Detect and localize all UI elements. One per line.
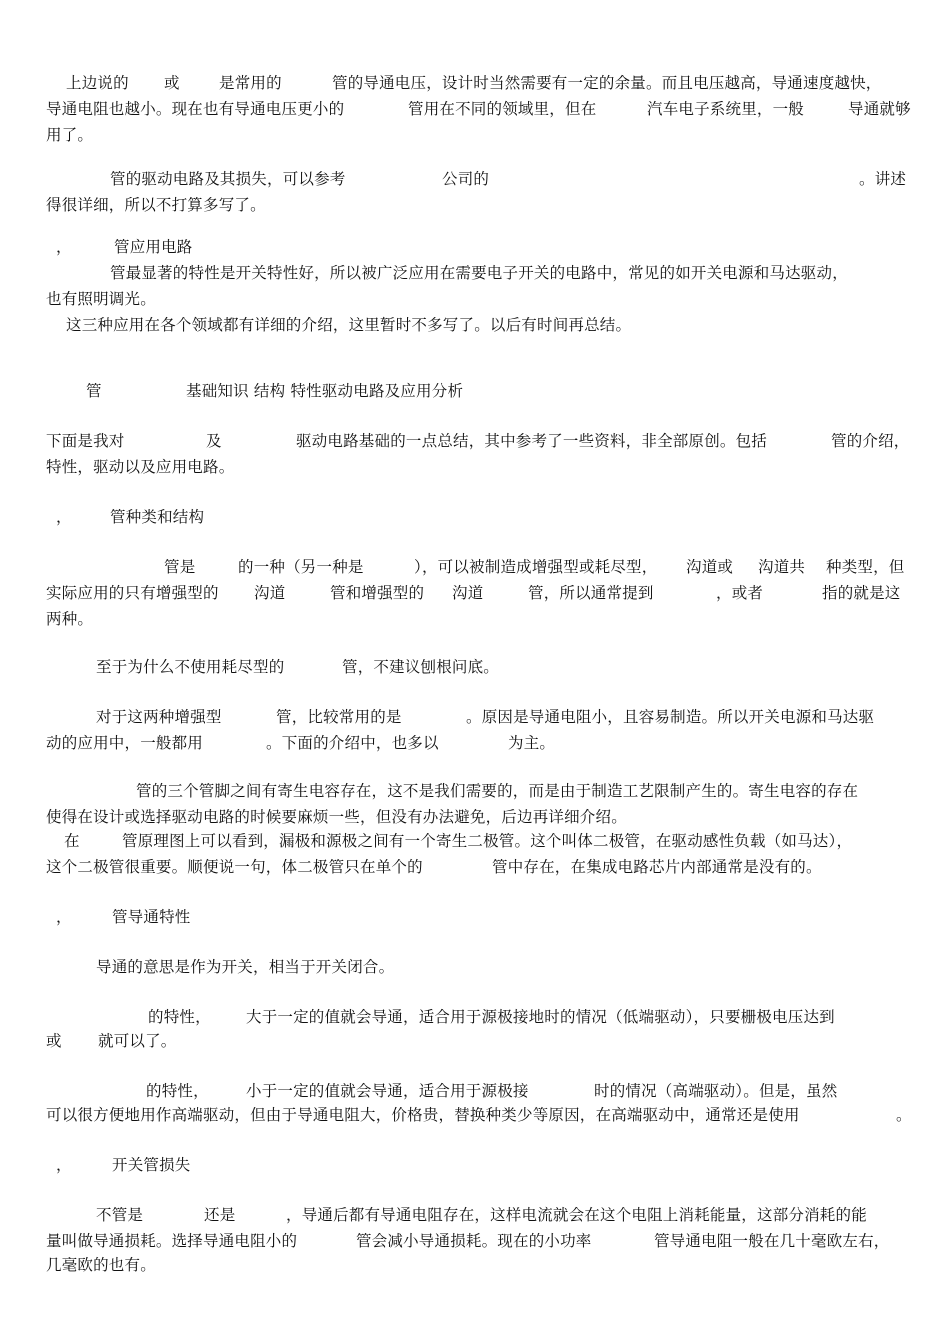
text-line bbox=[0, 236, 950, 258]
text-line bbox=[0, 1204, 950, 1226]
text-line bbox=[0, 582, 950, 604]
text-segment: 几毫欧的也有。 bbox=[46, 1256, 156, 1274]
text-line bbox=[0, 506, 950, 528]
text-segment: 管中存在，在集成电路芯片内部通常是没有的。 bbox=[492, 858, 822, 876]
text-segment: 管和增强型的 bbox=[330, 584, 425, 602]
text-line bbox=[0, 98, 950, 120]
text-line bbox=[0, 856, 950, 878]
text-segment: 。 bbox=[896, 1106, 912, 1124]
text-segment: 导通就够 bbox=[848, 100, 911, 118]
text-segment: 也有照明调光。 bbox=[46, 290, 156, 308]
text-segment: 上边说的 bbox=[66, 74, 129, 92]
text-line bbox=[0, 194, 950, 216]
text-segment: 动的应用中，一般都用 bbox=[46, 734, 204, 752]
text-segment: 这三种应用在各个领域都有详细的介绍，这里暂时不多写了。以后有时间再总结。 bbox=[66, 316, 632, 334]
text-segment: 。讲述 bbox=[859, 170, 907, 188]
text-line bbox=[0, 780, 950, 802]
text-line bbox=[0, 706, 950, 728]
text-segment: 使得在设计或选择驱动电路的时候要麻烦一些，但没有办法避免，后边再详细介绍。 bbox=[46, 808, 627, 826]
text-segment: 管导通特性 bbox=[112, 908, 191, 926]
text-segment: 还是 bbox=[204, 1206, 236, 1224]
text-segment: 或 bbox=[164, 74, 180, 92]
text-segment: 管，不建议刨根问底。 bbox=[342, 658, 500, 676]
text-segment: 量叫做导通损耗。选择导通电阻小的 bbox=[46, 1232, 298, 1250]
text-line bbox=[0, 1104, 950, 1126]
text-segment: 管应用电路 bbox=[114, 238, 193, 256]
text-segment: 这个二极管很重要。顺便说一句，体二极管只在单个的 bbox=[46, 858, 423, 876]
text-segment: 特性，驱动以及应用电路。 bbox=[46, 458, 235, 476]
text-segment: ， bbox=[56, 908, 72, 926]
text-segment: 汽车电子系统里，一般 bbox=[647, 100, 805, 118]
text-segment: ， bbox=[56, 1156, 72, 1174]
text-line bbox=[0, 608, 950, 630]
text-segment: ， bbox=[56, 238, 72, 256]
text-line bbox=[0, 380, 950, 402]
text-line bbox=[0, 124, 950, 146]
text-segment: 小于一定的值就会导通，适合用于源极接 bbox=[246, 1082, 529, 1100]
text-line bbox=[0, 1254, 950, 1276]
text-segment: 沟道 bbox=[254, 584, 286, 602]
text-segment: 导通电阻也越小。现在也有导通电压更小的 bbox=[46, 100, 345, 118]
text-line bbox=[0, 1154, 950, 1176]
text-line bbox=[0, 1006, 950, 1028]
text-segment: 实际应用的只有增强型的 bbox=[46, 584, 219, 602]
text-segment: 导通的意思是作为开关，相当于开关闭合。 bbox=[96, 958, 395, 976]
text-segment: 及 bbox=[206, 432, 222, 450]
text-segment: 大于一定的值就会导通，适合用于源极接地时的情况（低端驱动），只要栅极电压达到 bbox=[246, 1008, 835, 1026]
text-line bbox=[0, 732, 950, 754]
text-segment: 管的驱动电路及其损失，可以参考 bbox=[110, 170, 346, 188]
text-segment: 沟道或 bbox=[686, 558, 734, 576]
text-segment: 管原理图上可以看到，漏极和源极之间有一个寄生二极管。这个叫体二极管，在驱动感性负载（如马达）， bbox=[122, 832, 853, 850]
text-segment: 开关管损失 bbox=[112, 1156, 191, 1174]
text-segment: 管，比较常用的是 bbox=[276, 708, 402, 726]
text-segment: 或 bbox=[46, 1032, 62, 1050]
text-line bbox=[0, 1030, 950, 1052]
text-line bbox=[0, 556, 950, 578]
text-line bbox=[0, 314, 950, 336]
text-segment: 是常用的 bbox=[219, 74, 282, 92]
text-line bbox=[0, 830, 950, 852]
text-segment: 沟道共 bbox=[758, 558, 806, 576]
text-segment: 驱动电路基础的一点总结，其中参考了一些资料，非全部原创。包括 bbox=[296, 432, 768, 450]
text-segment: 管 bbox=[86, 382, 102, 400]
text-segment: 沟道 bbox=[452, 584, 484, 602]
text-line bbox=[0, 168, 950, 190]
text-line bbox=[0, 906, 950, 928]
text-segment: 种类型，但 bbox=[826, 558, 905, 576]
text-segment: 在 bbox=[64, 832, 80, 850]
text-segment: 就可以了。 bbox=[98, 1032, 177, 1050]
text-segment: ），可以被制造成增强型或耗尽型， bbox=[414, 558, 658, 576]
text-segment: ， bbox=[56, 508, 72, 526]
text-segment: 管种类和结构 bbox=[110, 508, 205, 526]
text-segment: 管的三个管脚之间有寄生电容存在，这不是我们需要的，而是由于制造工艺限制产生的。寄生电容的存在 bbox=[136, 782, 859, 800]
text-segment: 管，所以通常提到 bbox=[528, 584, 654, 602]
text-segment: 得很详细，所以不打算多写了。 bbox=[46, 196, 266, 214]
text-line bbox=[0, 430, 950, 452]
text-segment: 管导通电阻一般在几十毫欧左右， bbox=[654, 1232, 890, 1250]
text-segment: 的特性， bbox=[146, 1082, 209, 1100]
text-segment: 管的介绍， bbox=[831, 432, 910, 450]
text-line bbox=[0, 288, 950, 310]
text-line bbox=[0, 1230, 950, 1252]
text-segment: 至于为什么不使用耗尽型的 bbox=[96, 658, 285, 676]
text-line bbox=[0, 456, 950, 478]
text-segment: 用了。 bbox=[46, 126, 94, 144]
text-segment: 管的导通电压，设计时当然需要有一定的余量。而且电压越高，导通速度越快， bbox=[332, 74, 882, 92]
text-segment: 不管是 bbox=[96, 1206, 144, 1224]
text-segment: 管会减小导通损耗。现在的小功率 bbox=[356, 1232, 592, 1250]
text-segment: 的一种（另一种是 bbox=[238, 558, 364, 576]
text-segment: 的特性， bbox=[148, 1008, 211, 1026]
text-line bbox=[0, 1080, 950, 1102]
text-segment: 时的情况（高端驱动）。但是，虽然 bbox=[594, 1082, 838, 1100]
text-segment: 下面是我对 bbox=[46, 432, 125, 450]
text-segment: 。原因是导通电阻小，且容易制造。所以开关电源和马达驱 bbox=[466, 708, 875, 726]
text-segment: 管是 bbox=[164, 558, 196, 576]
text-line bbox=[0, 656, 950, 678]
text-segment: 管用在不同的领域里，但在 bbox=[408, 100, 597, 118]
text-segment: 为主。 bbox=[508, 734, 556, 752]
text-segment: 管最显著的特性是开关特性好，所以被广泛应用在需要电子开关的电路中，常见的如开关电源和马达驱动， bbox=[110, 264, 848, 282]
text-segment: 公司的 bbox=[442, 170, 490, 188]
text-line bbox=[0, 262, 950, 284]
text-line bbox=[0, 956, 950, 978]
text-segment: 。下面的介绍中，也多以 bbox=[266, 734, 439, 752]
text-segment: 对于这两种增强型 bbox=[96, 708, 222, 726]
text-line bbox=[0, 72, 950, 94]
text-segment: ，导通后都有导通电阻存在，这样电流就会在这个电阻上消耗能量，这部分消耗的能 bbox=[286, 1206, 867, 1224]
text-segment: 基础知识 结构 特性驱动电路及应用分析 bbox=[186, 382, 464, 400]
text-segment: 可以很方便地用作高端驱动，但由于导通电阻大，价格贵，替换种类少等原因，在高端驱动中，通常还是使用 bbox=[46, 1106, 800, 1124]
text-segment: 两种。 bbox=[46, 610, 94, 628]
text-segment: 指的就是这 bbox=[822, 584, 901, 602]
text-segment: ，或者 bbox=[716, 584, 764, 602]
text-line bbox=[0, 806, 950, 828]
